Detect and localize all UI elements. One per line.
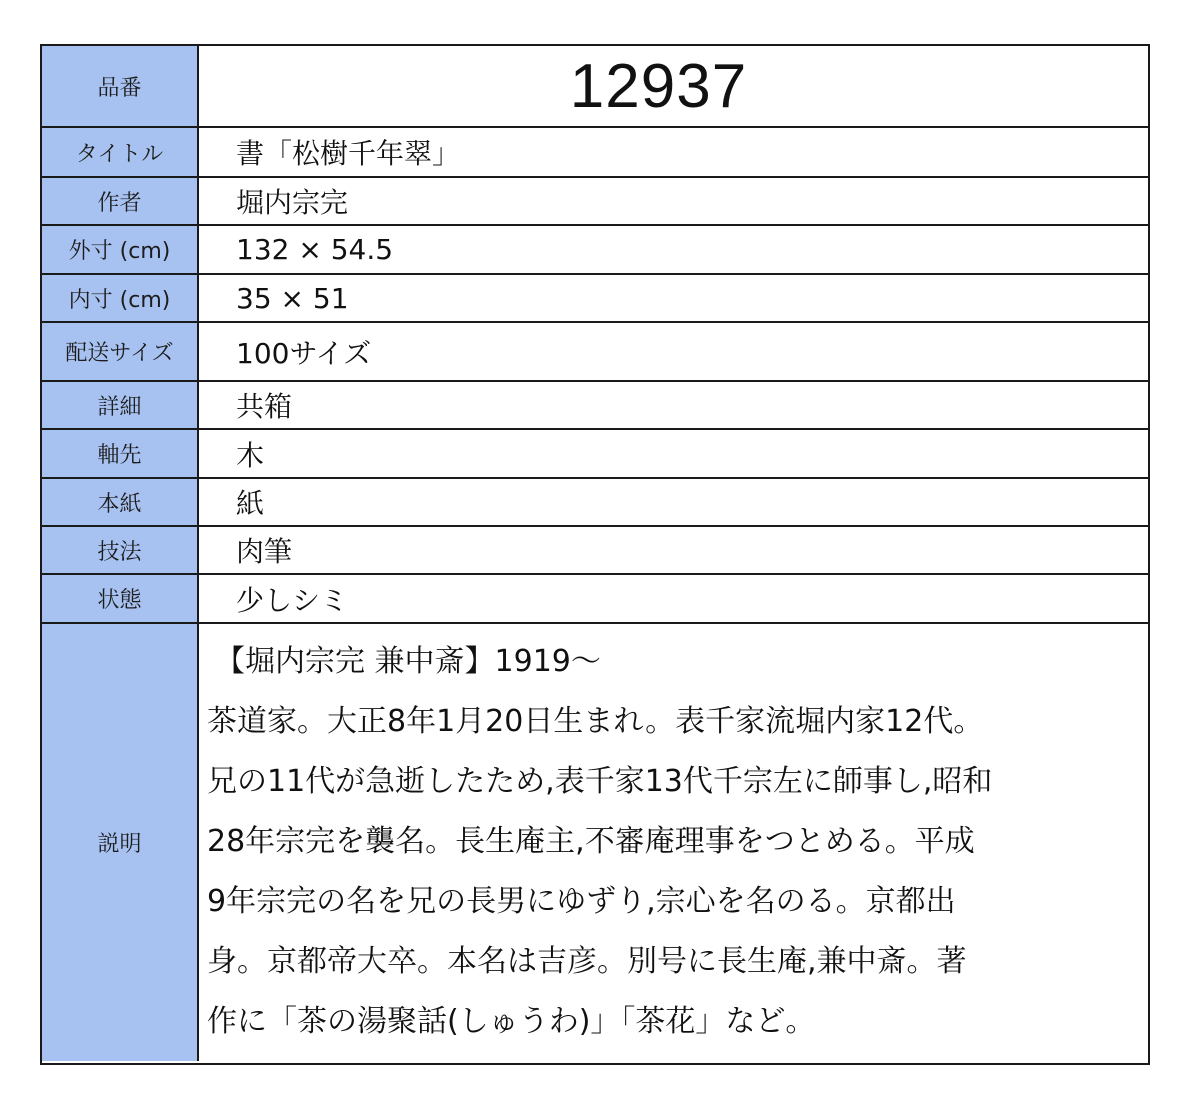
value-main-paper: 紙 [199, 479, 1148, 527]
item-spec-table [40, 44, 1150, 1065]
label-main-paper: 本紙 [42, 479, 199, 527]
label-outer-size: 外寸 (cm) [42, 226, 199, 275]
label-item-number: 品番 [42, 46, 199, 128]
label-roller-end: 軸先 [42, 430, 199, 479]
value-shipping-size: 100サイズ [199, 323, 1148, 382]
description-line: 9年宗完の名を兄の長男にゆずり,宗心を名のる。京都出 [207, 884, 956, 919]
description-line: 兄の11代が急逝したため,表千家13代千宗左に師事し,昭和 [207, 764, 993, 799]
label-title: タイトル [42, 128, 199, 178]
value-roller-end: 木 [199, 430, 1148, 479]
description-line: 茶道家。大正8年1月20日生まれ。表千家流堀内家12代。 [207, 704, 984, 739]
label-details: 詳細 [42, 382, 199, 430]
description-line: 【堀内宗完 兼中斎】1919〜 [215, 644, 601, 679]
label-condition: 状態 [42, 575, 199, 624]
description-line: 作に「茶の湯聚話(しゅうわ)」「茶花」など。 [207, 1004, 816, 1039]
value-title: 書「松樹千年翠」 [199, 128, 1148, 178]
value-item-number: 12937 [199, 46, 1148, 128]
value-technique: 肉筆 [199, 527, 1148, 575]
value-details: 共箱 [199, 382, 1148, 430]
value-author: 堀内宗完 [199, 178, 1148, 226]
description-line: 身。京都帝大卒。本名は吉彦。別号に長生庵,兼中斎。著 [207, 944, 967, 979]
label-technique: 技法 [42, 527, 199, 575]
value-outer-size: 132 × 54.5 [199, 226, 1148, 275]
label-inner-size: 内寸 (cm) [42, 275, 199, 323]
label-author: 作者 [42, 178, 199, 226]
value-inner-size: 35 × 51 [199, 275, 1148, 323]
value-condition: 少しシミ [199, 575, 1148, 624]
value-description [199, 624, 1148, 1061]
description-line: 28年宗完を襲名。長生庵主,不審庵理事をつとめる。平成 [207, 824, 975, 859]
label-description: 説明 [42, 624, 199, 1061]
label-shipping-size: 配送サイズ [42, 323, 199, 382]
